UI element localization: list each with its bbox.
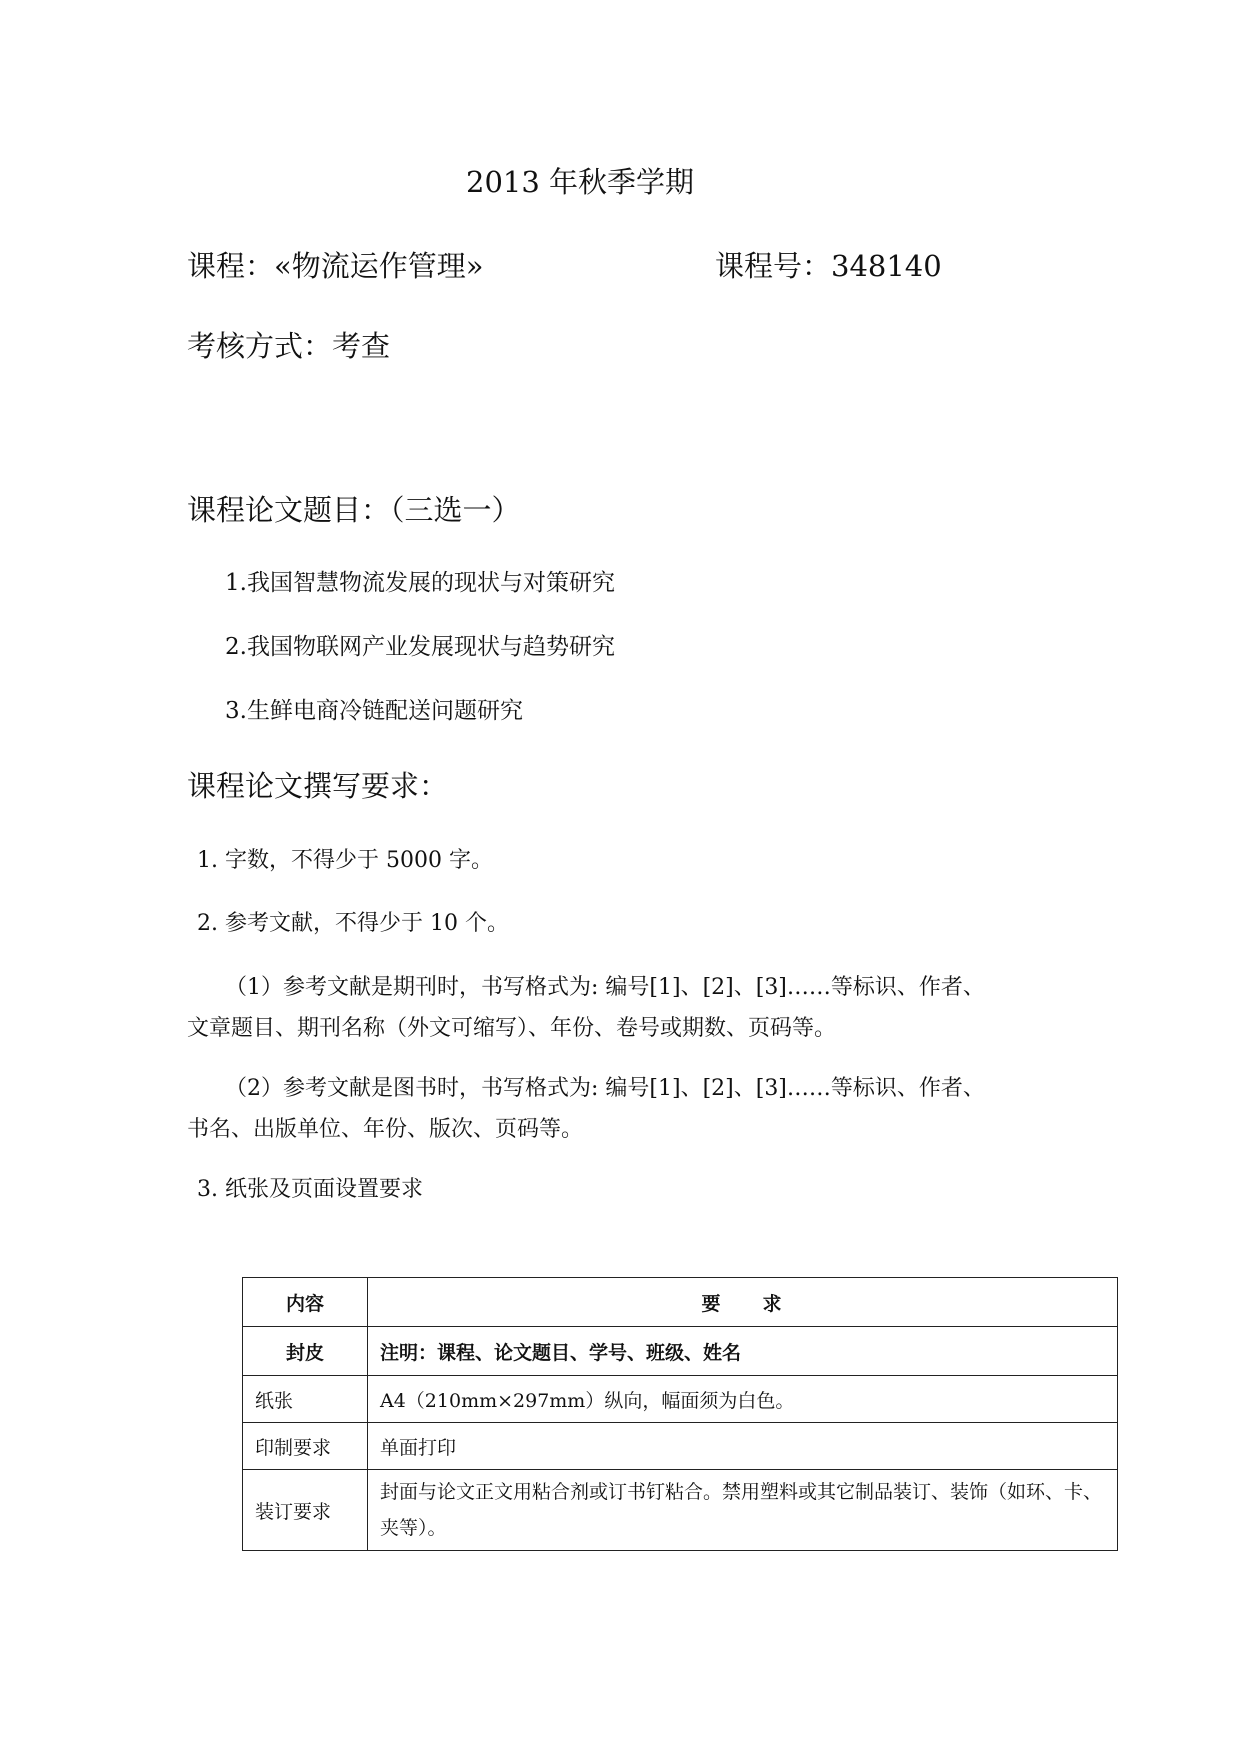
table-row [243, 1376, 1118, 1423]
reference-journal-format-line1: （1）参考文献是期刊时，书写格式为: 编号[1]、[2]、[3]……等标识、作者、 [225, 975, 985, 1000]
topic-item: 2.我国物联网产业发展现状与趋势研究 [225, 634, 615, 660]
table-cell-requirement: 封面与论文正文用粘合剂或订书钉粘合。禁用塑料或其它制品装订、装饰（如环、卡、夹等）。 [368, 1470, 1118, 1551]
table-cell-requirement: 单面打印 [368, 1423, 1118, 1470]
table-row [243, 1327, 1118, 1376]
reference-book-format-line2: 书名、出版单位、年份、版次、页码等。 [187, 1117, 584, 1142]
table-cell-requirement: 注明：课程、论文题目、学号、班级、姓名 [368, 1327, 1118, 1376]
course-number: 课程号：348140 [715, 249, 942, 283]
table-cell-item: 印制要求 [243, 1423, 368, 1470]
table-header-row [243, 1278, 1118, 1327]
table-header-requirement [368, 1278, 1118, 1327]
table-header-requirement-char1: 要 [701, 1292, 723, 1315]
requirement-paper-setup: 3. 纸张及页面设置要求 [197, 1177, 423, 1202]
table-cell-item: 封皮 [243, 1327, 368, 1376]
paper-setup-table [242, 1277, 1118, 1551]
reference-journal-format-line2: 文章题目、期刊名称（外文可缩写）、年份、卷号或期数、页码等。 [187, 1016, 837, 1041]
topic-item: 3.生鲜电商冷链配送问题研究 [225, 698, 523, 724]
exam-method: 考核方式：考查 [187, 329, 391, 363]
topic-item: 1.我国智慧物流发展的现状与对策研究 [225, 570, 615, 596]
requirement-references: 2. 参考文献，不得少于 10 个。 [197, 911, 509, 936]
table-cell-item: 装订要求 [243, 1470, 368, 1551]
table-cell-requirement: A4（210mm×297mm）纵向，幅面须为白色。 [368, 1376, 1118, 1423]
table-header-requirement-char2: 求 [762, 1292, 784, 1315]
reference-book-format-line1: （2）参考文献是图书时，书写格式为: 编号[1]、[2]、[3]……等标识、作者、 [225, 1076, 985, 1101]
table-header-item: 内容 [243, 1278, 368, 1327]
table-row [243, 1423, 1118, 1470]
requirement-word-count: 1. 字数，不得少于 5000 字。 [197, 848, 493, 873]
course-name: 课程：«物流运作管理» [187, 249, 484, 283]
table-cell-item: 纸张 [243, 1376, 368, 1423]
semester-title: 2013 年秋季学期 [466, 165, 695, 199]
table-row [243, 1470, 1118, 1551]
requirements-heading: 课程论文撰写要求： [187, 769, 449, 803]
topics-heading: 课程论文题目：（三选一） [187, 493, 521, 527]
